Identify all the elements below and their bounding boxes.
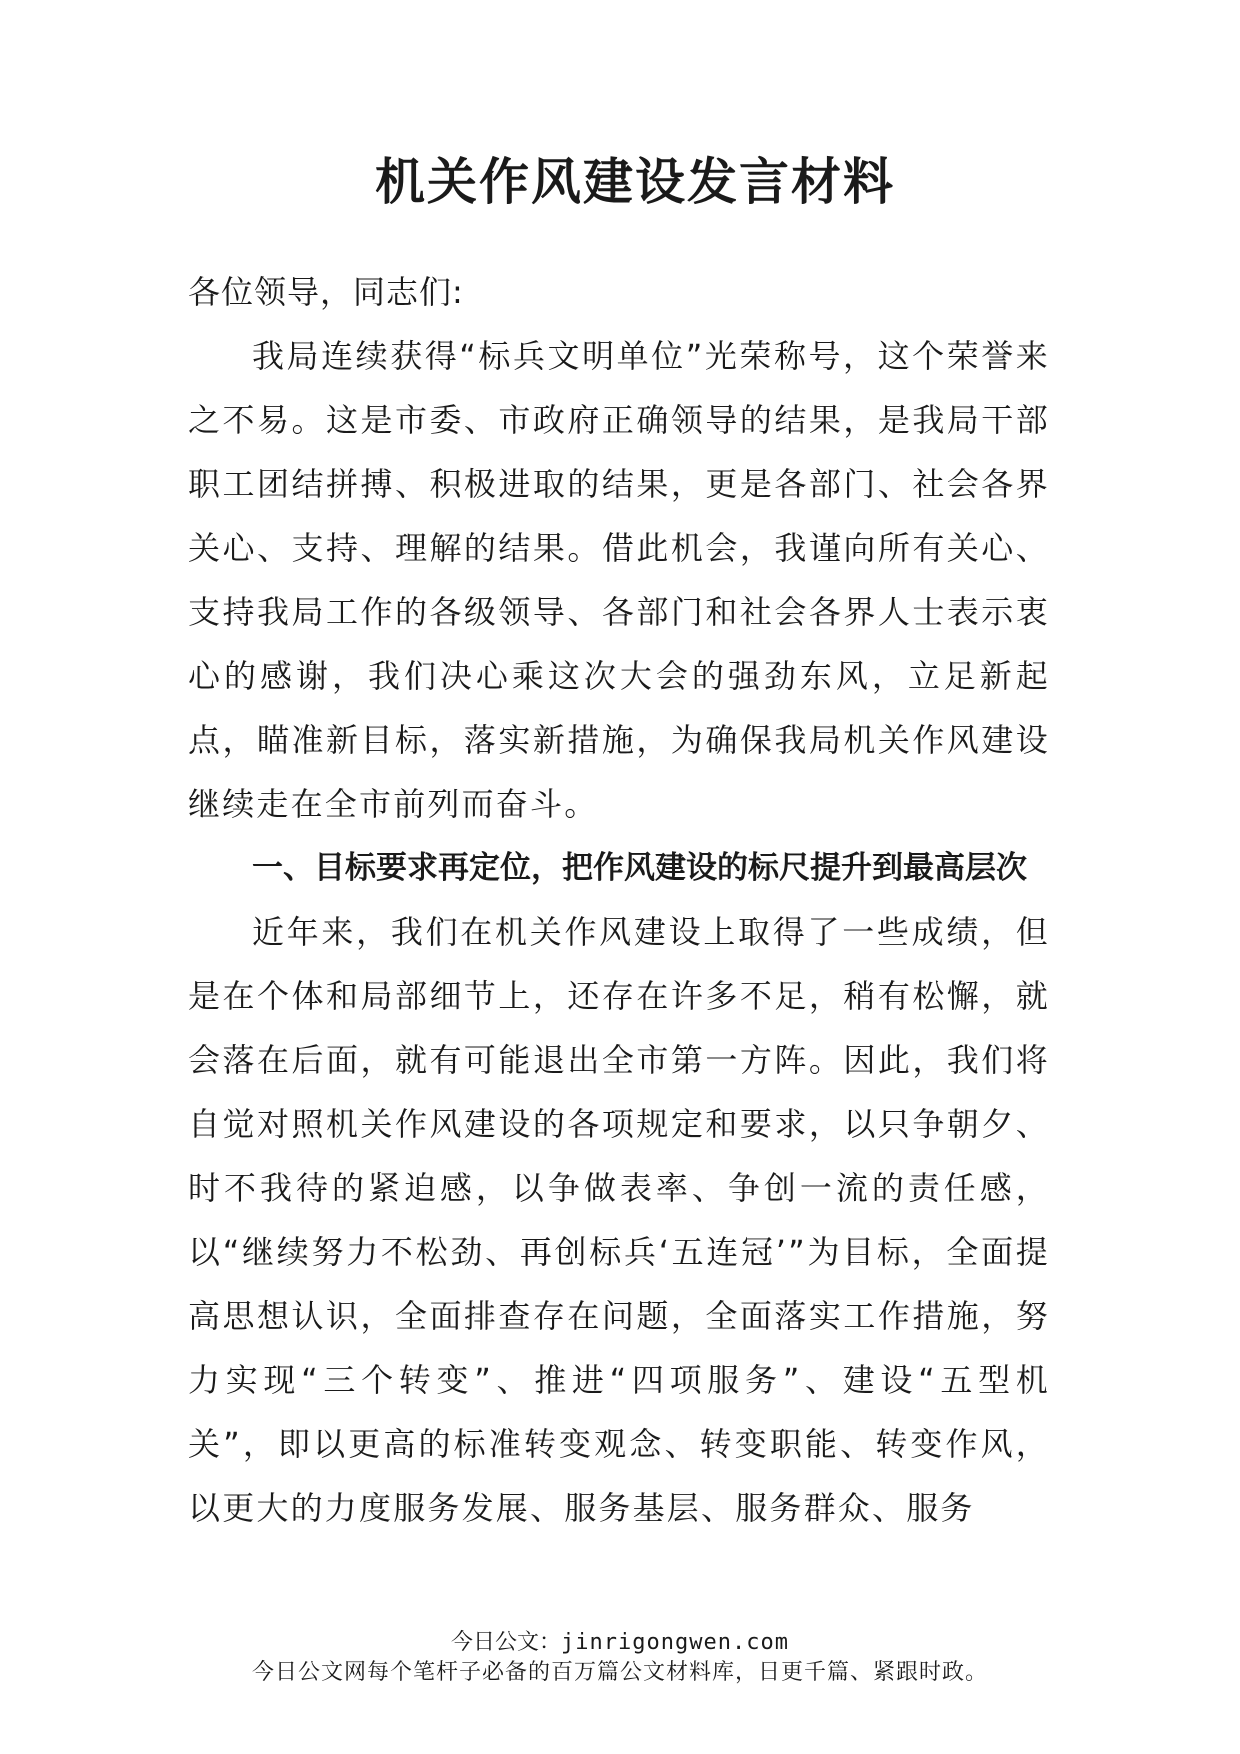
section-heading-1: 一、目标要求再定位，把作风建设的标尺提升到最高层次 (252, 850, 1027, 886)
footer-slogan: 今日公文网每个笔杆子必备的百万篇公文材料库，日更千篇、紧跟时政。 (251, 1660, 988, 1685)
footer-site-url[interactable]: jinrigongwen.com (561, 1630, 789, 1655)
paragraph-2: 近年来，我们在机关作风建设上取得了一些成绩，但是在个体和局部细节上，还存在许多不足，稍有松懈，就会落在后面，就有可能退出全市第一方阵。因此，我们将自觉对照机关作风建设的各项规定和要求，以只争朝夕、时不我待的紧迫感，以争做表率、争创一流的责任感，以“继续努力不松劲、再创标兵‘五连冠’”为目标，全面提高思想认识，全面排查存在问题，全面落实工作措施，努力实现“三个转变”、推进“四项服务”、建设“五型机关”，即以更高的标准转变观念、转变职能、转变作风，以更大的力度服务发展、服务基层、服务群众、服务 (188, 913, 1050, 1527)
paragraph-1: 我局连续获得“标兵文明单位”光荣称号，这个荣誉来之不易。这是市委、市政府正确领导的结果，是我局干部职工团结拼搏、积极进取的结果，更是各部门、社会各界关心、支持、理解的结果。借此机会，我谨向所有关心、支持我局工作的各级领导、各部门和社会各界人士表示衷心的感谢，我们决心乘这次大会的强劲东风，立足新起点，瞄准新目标，落实新措施，为确保我局机关作风建设继续走在全市前列而奋斗。 (188, 337, 1050, 823)
document-title: 机关作风建设发言材料 (375, 152, 895, 211)
page-footer (0, 1628, 1240, 1688)
footer-site-line (0, 1628, 1240, 1658)
footer-site-label: 今日公文： (451, 1630, 562, 1655)
document-body (188, 260, 1050, 1540)
salutation: 各位领导，同志们: (188, 273, 464, 311)
